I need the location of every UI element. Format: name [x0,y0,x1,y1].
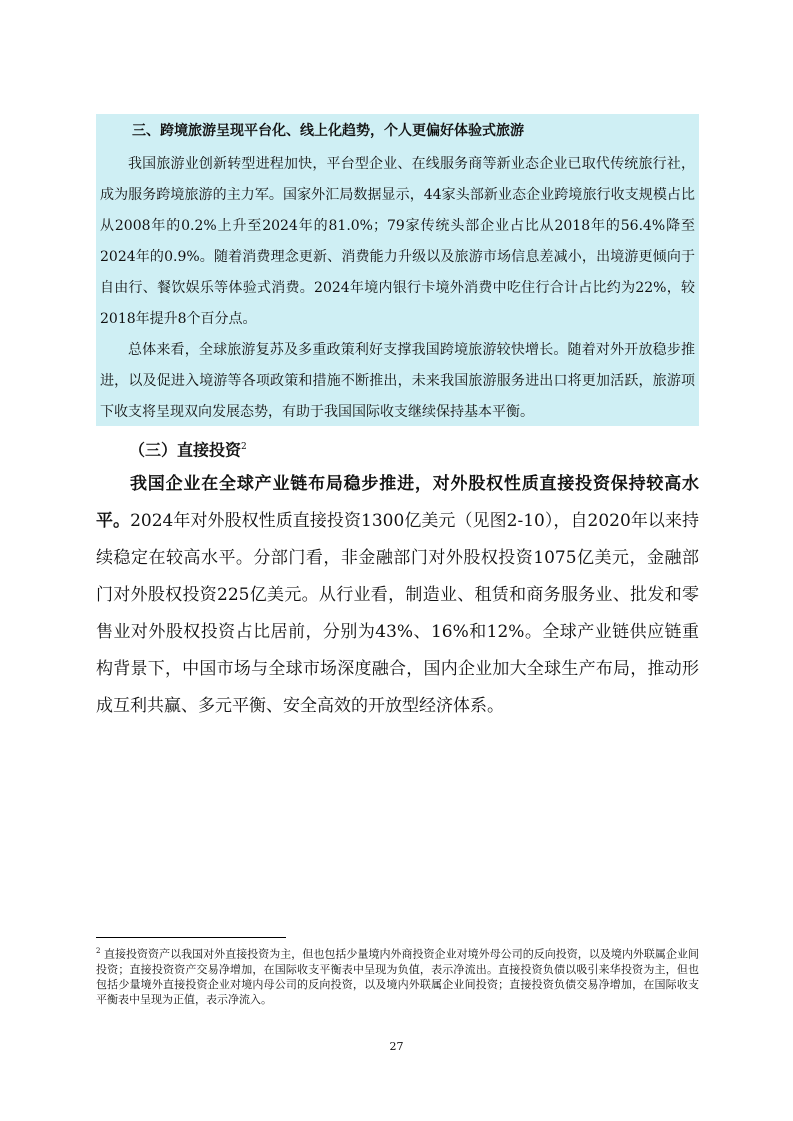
footnote-divider [96,937,286,938]
main-paragraph [96,466,699,725]
box-paragraph-1: 我国旅游业创新转型进程加快，平台型企业、在线服务商等新业态企业已取代传统旅行社，成为服务跨境旅游的主力军。国家外汇局数据显示，44家头部新业态企业跨境旅行收支规模占比从2008年的0.2%上升至2024年的81.0%；79家传统头部企业占比从2018年的56.4%降至2024年的0.9%。随着消费理念更新、消费能力升级以及旅游市场信息差减小，出境游更倾向于自由行、餐饮娱乐等体验式消费。2024年境内银行卡境外消费中吃住行合计占比约为22%，较2018年提升8个百分点。 [100,156,695,327]
footnote-text: 直接投资资产以我国对外直接投资为主，但也包括少量境内外商投资企业对境外母公司的反向投资，以及境内外联属企业间投资；直接投资资产交易净增加，在国际收支平衡表中呈现为负值，表示净流出。直接投资负债以吸引来华投资为主，但也包括少量境外直接投资企业对境内母公司的反向投资，以及境内外联属企业间投资；直接投资负债交易净增加，在国际收支平衡表中呈现为正值，表示净流入。 [96,947,699,1006]
section-title-text: （三）直接投资 [129,440,242,460]
page-number: 27 [389,1040,404,1053]
main-text: 2024年对外股权性质直接投资1300亿美元（见图2-10），自2020年以来持续稳定在较高水平。分部门看，非金融部门对外股权投资1075亿美元，金融部门对外股权投资225亿美元。从行业看，制造业、租赁和商务服务业、批发和零售业对外股权投资占比居前，分别为43%、16%和12%。全球产业链供应链重构背景下，中国市场与全球市场深度融合，国内企业加大全球生产布局，推动形成互利共赢、多元平衡、安全高效的开放型经济体系。 [96,511,700,716]
section-title [129,430,247,467]
footnote-reference: 2 [241,442,247,452]
box-title: 三、跨境旅游呈现平台化、线上化趋势，个人更偏好体验式旅游 [132,123,524,139]
footnote [96,944,699,1007]
footnote-marker: 2 [96,947,101,955]
highlight-box [96,114,699,426]
box-paragraph-2: 总体来看，全球旅游复苏及多重政策利好支撑我国跨境旅游较快增长。随着对外开放稳步推进，以及促进入境游等各项政策和措施不断推出，未来我国旅游服务进出口将更加活跃，旅游项下收支将呈现双向发展态势，有助于我国国际收支继续保持基本平衡。 [100,342,695,420]
main-bold-lead: 我国企业在全球产业链布局稳步推进，对外股权性质直接投资保持较高水平。 [96,474,699,531]
